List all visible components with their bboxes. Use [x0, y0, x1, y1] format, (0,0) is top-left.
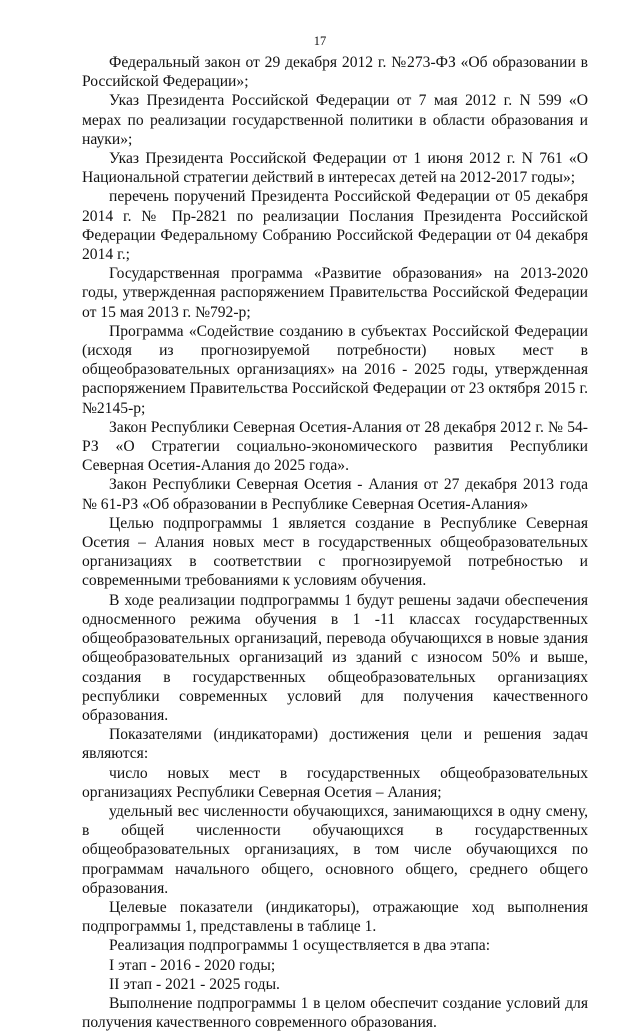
document-body: [82, 53, 588, 1032]
paragraph: Целью подпрограммы 1 является создание в Республике Северная Осетия – Алания новых мест в государственных общеобразовательных организациях в соответствии с прогнозируемой потребностью и современными требованиями к условиям обучения.: [82, 514, 588, 590]
paragraph: Указ Президента Российской Федерации от 1 июня 2012 г. N 761 «О Национальной стратегии действий в интересах детей на 2012-2017 годы»;: [82, 150, 588, 187]
paragraph: Программа «Содействие созданию в субъектах Российской Федерации (исходя из прогнозируемой потребности) новых мест в общеобразовательных организациях» на 2016 - 2025 годы, утвержденная распоряжением Правительства Российской Федерации от 23 октября 2015 г. №2145-р;: [82, 322, 588, 417]
paragraph: число новых мест в государственных общеобразовательных организациях Республики Северная Осетия – Алания;: [82, 764, 588, 801]
paragraph: Федеральный закон от 29 декабря 2012 г. №273-ФЗ «Об образовании в Российской Федерации»;: [82, 54, 588, 91]
paragraph: Государственная программа «Развитие образования» на 2013-2020 годы, утвержденная распоряжением Правительства Российской Федерации от 15 мая 2013 г. №792-р;: [82, 265, 588, 321]
paragraph: Реализация подпрограммы 1 осуществляется в два этапа:: [109, 937, 491, 955]
paragraph: II этап - 2021 - 2025 годы.: [109, 975, 280, 993]
paragraph: В ходе реализации подпрограммы 1 будут решены задачи обеспечения односменного режима обучения в 1 -11 классах государственных общеобразовательных организаций, перевода обучающихся в новые здания общеобразовательных организаций из зданий с износом 50% и выше, создания в государственных общеобразовательных организациях республики современных условий для получения качественного образования.: [82, 591, 588, 724]
paragraph: Указ Президента Российской Федерации от 7 мая 2012 г. N 599 «О мерах по реализации государственной политики в области образования и науки»;: [82, 92, 588, 148]
paragraph: Закон Республики Северная Осетия-Алания от 28 декабря 2012 г. № 54-РЗ «О Стратегии социально-экономического развития Республики Северная Осетия-Алания до 2025 года».: [82, 418, 588, 475]
paragraph: Целевые показатели (индикаторы), отражающие ход выполнения подпрограммы 1, представлены в таблице 1.: [82, 898, 588, 936]
paragraph: Закон Республики Северная Осетия - Алания от 27 декабря 2013 года № 61-РЗ «Об образовании в Республике Северная Осетия-Алания»: [82, 476, 588, 513]
paragraph: I этап - 2016 - 2020 годы;: [109, 956, 276, 974]
page-number: 17: [313, 34, 327, 48]
paragraph: удельный вес численности обучающихся, занимающихся в одну смену, в общей численности обучающихся в государственных общеобразовательных организациях, в том числе обучающихся по программам начального общего, основного общего, среднего общего образования.: [82, 802, 588, 897]
paragraph: перечень поручений Президента Российской Федерации от 05 декабря 2014 г. № Пр-2821 по реализации Послания Президента Российской Федерации Федеральному Собранию Российской Федерации от 04 декабря 2014 г.;: [82, 188, 588, 264]
paragraph: Показателями (индикаторами) достижения цели и решения задач являются:: [82, 726, 588, 763]
paragraph: Выполнение подпрограммы 1 в целом обеспечит создание условий для получения качественного современного образования.: [82, 994, 588, 1032]
